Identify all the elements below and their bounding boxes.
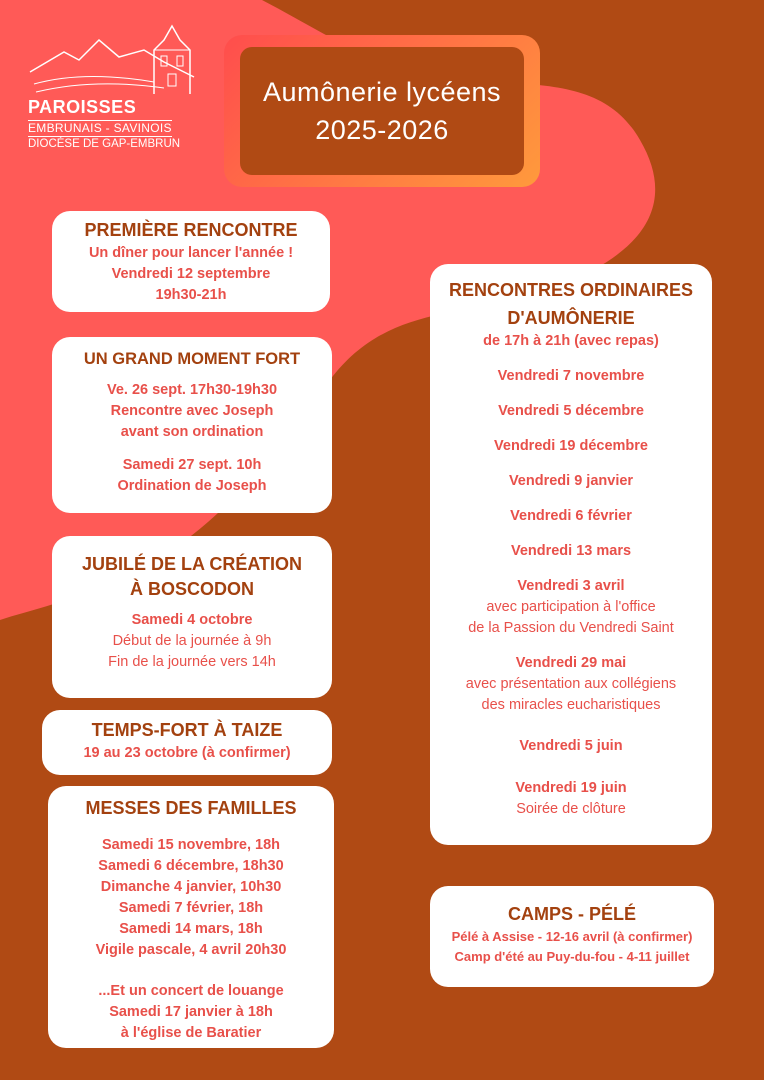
date-note: de la Passion du Vendredi Saint — [468, 620, 674, 636]
card-line: Samedi 4 octobre — [131, 612, 253, 628]
card-line: Samedi 27 sept. 10h — [122, 457, 262, 473]
card-line: avant son ordination — [120, 424, 264, 440]
card-line: Dimanche 4 janvier, 10h30 — [100, 879, 282, 895]
card-line: Début de la journée à 9h — [112, 633, 272, 649]
date-item: Vendredi 13 mars — [510, 543, 632, 559]
card-line: Ordination de Joseph — [117, 478, 267, 494]
card-line: Ve. 26 sept. 17h30-19h30 — [106, 382, 278, 398]
date-item: Vendredi 5 juin — [519, 738, 623, 754]
card-premiere-rencontre — [52, 211, 330, 312]
card-line: Samedi 15 novembre, 18h — [101, 837, 281, 853]
card-heading: UN GRAND MOMENT FORT — [83, 350, 301, 368]
logo-line1: PAROISSES — [28, 97, 137, 117]
card-line: Samedi 7 février, 18h — [118, 900, 264, 916]
card-heading: D'AUMÔNERIE — [507, 308, 635, 328]
title-line2: 2025-2026 — [315, 115, 449, 145]
card-line: Fin de la journée vers 14h — [108, 654, 276, 670]
card-line: 19 au 23 octobre (à confirmer) — [83, 745, 291, 761]
logo-line3: DIOCÈSE DE GAP-EMBRUN — [28, 138, 181, 150]
card-line: Vigile pascale, 4 avril 20h30 — [95, 942, 287, 958]
date-note: avec présentation aux collégiens — [465, 676, 677, 692]
card-heading: CAMPS - PÉLÉ — [507, 904, 636, 924]
card-heading: JUBILÉ DE LA CRÉATION — [81, 554, 302, 574]
card-line: Samedi 17 janvier à 18h — [109, 1004, 273, 1020]
card-jubile-creation — [52, 536, 332, 698]
card-temps-fort-taize — [42, 710, 332, 775]
date-item: Vendredi 19 décembre — [494, 438, 648, 454]
date-note: avec participation à l'office — [486, 599, 656, 615]
title-line1: Aumônerie lycéens — [262, 77, 502, 107]
card-line: 19h30-21h — [155, 287, 227, 303]
date-item: Vendredi 7 novembre — [497, 368, 645, 384]
card-subheading: de 17h à 21h (avec repas) — [483, 333, 659, 349]
card-line: Un dîner pour lancer l'année ! — [88, 245, 294, 261]
card-heading: MESSES DES FAMILLES — [85, 798, 297, 818]
card-line: Rencontre avec Joseph — [110, 403, 274, 419]
card-heading: TEMPS-FORT À TAIZE — [91, 720, 283, 740]
logo-line2: EMBRUNAIS - SAVINOIS — [28, 121, 172, 135]
date-item: Vendredi 3 avril — [517, 578, 625, 594]
card-line: Pélé à Assise - 12-16 avril (à confirmer) — [451, 929, 693, 944]
date-item: Vendredi 9 janvier — [508, 473, 634, 489]
card-messes-familles — [48, 786, 334, 1048]
date-note: Soirée de clôture — [516, 801, 626, 817]
date-note: des miracles eucharistiques — [481, 697, 661, 713]
card-heading: À BOSCODON — [129, 579, 254, 599]
date-item: Vendredi 19 juin — [515, 780, 627, 796]
parish-logo — [24, 22, 204, 157]
card-line: Vendredi 12 septembre — [111, 266, 271, 282]
card-line: Camp d'été au Puy-du-fou - 4-11 juillet — [454, 949, 690, 964]
card-grand-moment-fort — [52, 337, 332, 513]
card-heading: RENCONTRES ORDINAIRES — [448, 280, 694, 300]
date-item: Vendredi 5 décembre — [498, 403, 644, 419]
card-camps-pele — [430, 886, 714, 987]
card-heading: PREMIÈRE RENCONTRE — [84, 220, 298, 240]
card-line: à l'église de Baratier — [120, 1025, 262, 1041]
card-line: Samedi 6 décembre, 18h30 — [98, 858, 284, 874]
card-line: ...Et un concert de louange — [98, 983, 284, 999]
church-tower-mountains-icon — [24, 22, 204, 102]
title-banner — [224, 35, 540, 187]
date-item: Vendredi 29 mai — [515, 655, 627, 671]
date-item: Vendredi 6 février — [510, 508, 632, 524]
card-line: Samedi 14 mars, 18h — [119, 921, 263, 937]
card-rencontres-ordinaires — [430, 264, 712, 845]
